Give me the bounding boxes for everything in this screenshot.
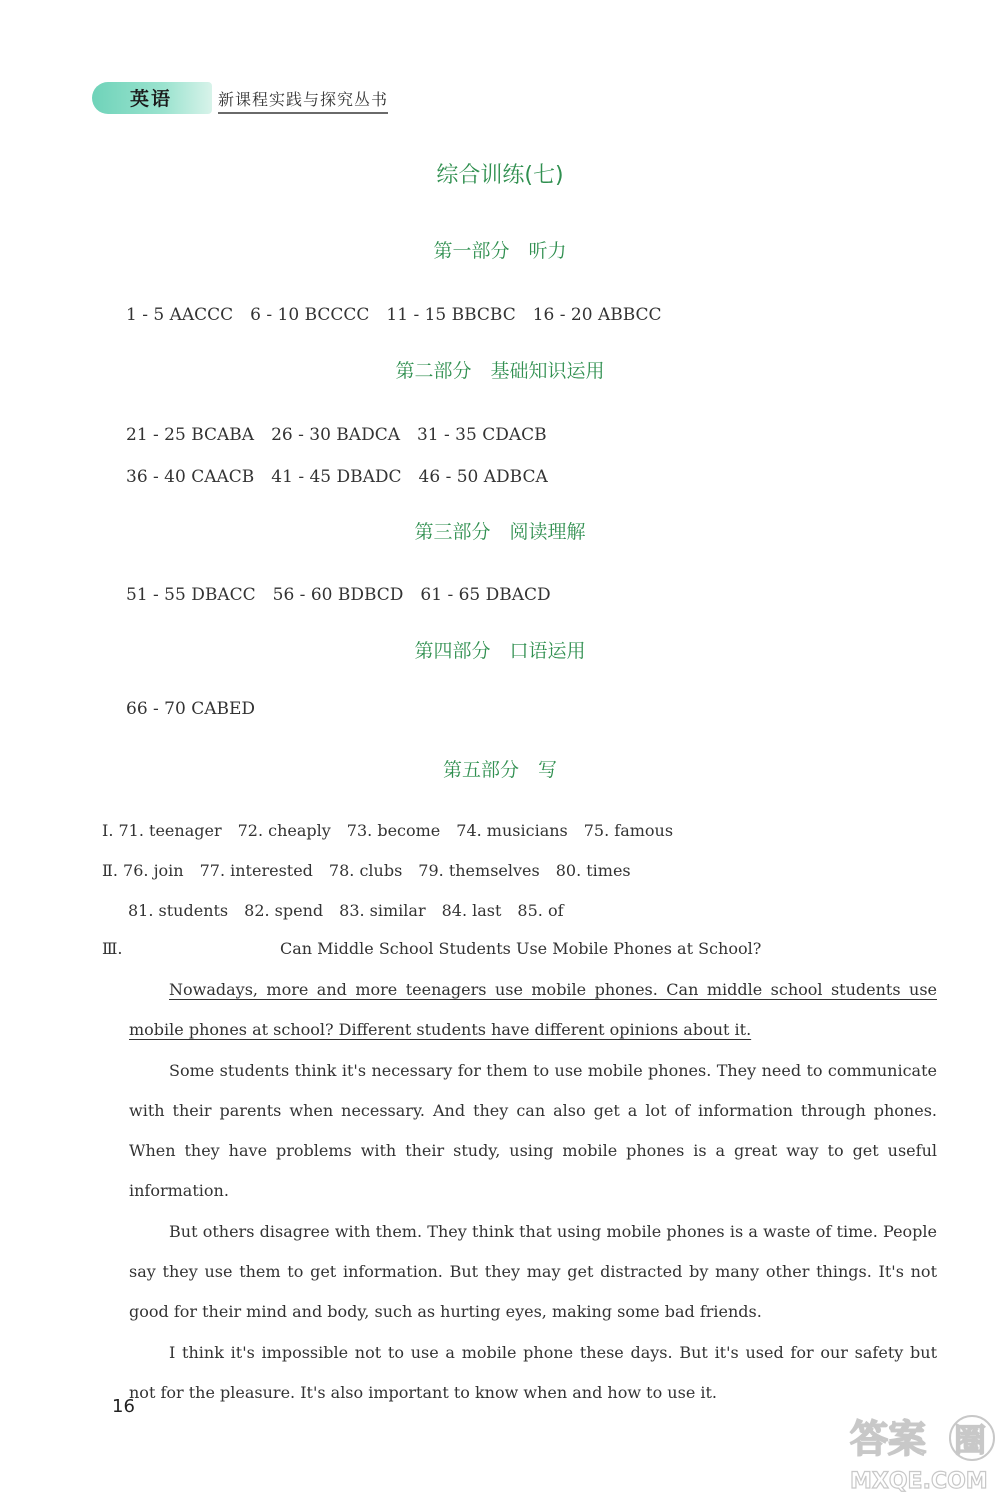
essay-paragraph-intro: Nowadays, more and more teenagers use mobile phones. Can middle school students use mobile phones at school? Different students have different opinions about it. xyxy=(129,980,937,1040)
answer-line-part-1: Ⅰ. 71. teenager 72. cheaply 73. become 74. musicians 75. famous xyxy=(102,821,674,840)
essay-paragraph: Some students think it's necessary for them to use mobile phones. They need to communicate with their parents when necessary. And they can also get a lot of information through phones. When they have problems with their study, using mobile phones is a great way to get useful information. xyxy=(129,1060,937,1201)
watermark-logo xyxy=(848,1408,998,1494)
essay-paragraph: But others disagree with them. They think that using mobile phones is a waste of time. People say they use them to get information. But they may get distracted by many other things. It's not good for their mind and body, such as hurting eyes, making some bad friends. xyxy=(129,1221,937,1322)
answer-line-part-2b: 81. students 82. spend 83. similar 84. last 85. of xyxy=(128,901,564,920)
section-heading-2: 第二部分 基础知识运用 xyxy=(395,360,605,382)
svg-text:圈: 圈 xyxy=(954,1421,987,1459)
answer-line: 51 - 55 DBACC 56 - 60 BDBCD 61 - 65 DBACD xyxy=(126,585,551,605)
page-header xyxy=(92,78,412,118)
section-heading-4: 第四部分 口语运用 xyxy=(414,640,586,662)
essay-body xyxy=(129,970,937,1413)
section-heading-3: 第三部分 阅读理解 xyxy=(414,521,586,543)
answer-line: 1 - 5 AACCC 6 - 10 BCCCC 11 - 15 BBCBC 16 - 20 ABBCC xyxy=(126,305,662,325)
svg-text:答案: 答案 xyxy=(850,1417,927,1461)
answer-line-part-2a: Ⅱ. 76. join 77. interested 78. clubs 79. themselves 80. times xyxy=(102,861,631,880)
svg-text:MXQE.COM: MXQE.COM xyxy=(850,1469,988,1494)
page-number: 16 xyxy=(112,1396,135,1417)
answer-line: 66 - 70 CABED xyxy=(126,699,256,719)
section-heading-1: 第一部分 听力 xyxy=(433,240,567,262)
answer-line: 21 - 25 BCABA 26 - 30 BADCA 31 - 35 CDACB xyxy=(126,425,547,445)
answer-line: 36 - 40 CAACB 41 - 45 DBADC 46 - 50 ADBCA xyxy=(126,467,548,487)
essay-title: Can Middle School Students Use Mobile Phones at School? xyxy=(280,939,762,958)
page-title: 综合训练(七) xyxy=(436,163,564,188)
subject-label: 英语 xyxy=(130,88,173,110)
part-3-label: Ⅲ. xyxy=(102,939,123,958)
section-heading-5: 第五部分 写 xyxy=(442,759,557,781)
essay-paragraph: I think it's impossible not to use a mobile phone these days. But it's used for our safety but not for the pleasure. It's also important to know when and how to use it. xyxy=(129,1342,937,1402)
series-title: 新课程实践与探究丛书 xyxy=(218,87,388,114)
watermark-icon xyxy=(848,1408,998,1494)
